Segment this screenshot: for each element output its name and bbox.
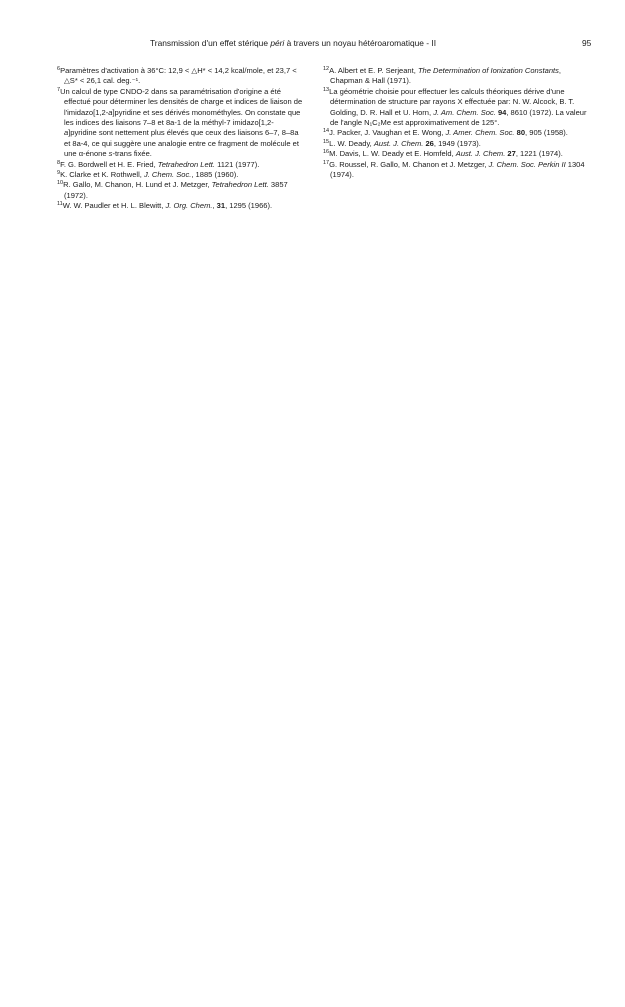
- footnote-13: [323, 87, 589, 129]
- running-title: [150, 38, 436, 48]
- footnote-text: 27: [507, 149, 516, 159]
- footnote-text: 1121 (1977).: [214, 159, 260, 169]
- footnote-8: [57, 160, 305, 170]
- footnote-text: J. Amer. Chem. Soc.: [445, 128, 515, 138]
- footnote-number: 7: [57, 86, 61, 93]
- footnote-number: 9: [57, 170, 61, 177]
- footnote-text: a: [108, 107, 113, 117]
- footnote-text: Aust. J. Chem.: [373, 138, 424, 148]
- footnote-text: 1304 (1974).: [330, 159, 585, 180]
- footnote-text: J. Packer, J. Vaughan et E. Wong,: [329, 128, 446, 138]
- footnote-text: ]pyridine sont nettement plus élevés que ceux des liaisons 6–7, 8–8a et 8a-4, ce qui suggère une analogie entre ce fragment de molécule et une α-énone: [64, 128, 299, 159]
- footnote-6: [57, 66, 305, 87]
- footnote-text: R. Gallo, M. Chanon, H. Lund et J. Metzger,: [63, 180, 212, 190]
- footnote-text: , 1885 (1960).: [191, 170, 239, 180]
- footnote-text: J. Chem. Soc.: [143, 170, 192, 180]
- footnote-17: [323, 160, 589, 181]
- footnote-text: s: [108, 149, 113, 159]
- footnote-text: , 8610 (1972). La valeur de l'angle N₁C₂Me est approximativement de 125°.: [330, 107, 587, 128]
- footnote-text: ,: [212, 201, 217, 211]
- footnote-text: , 1295 (1966).: [225, 201, 273, 211]
- footnote-14: [323, 128, 589, 138]
- footnote-9: [57, 170, 305, 180]
- footnote-number: 8: [57, 159, 61, 166]
- running-title-italic: péri: [270, 38, 285, 48]
- footnote-text: K. Clarke et K. Rothwell,: [60, 170, 144, 180]
- footnote-text: 80: [516, 128, 526, 138]
- footnote-text: , 1949 (1973).: [433, 138, 481, 148]
- footnote-text: , 1221 (1974).: [515, 149, 563, 159]
- footnote-number: 16: [323, 149, 330, 156]
- footnote-number: 13: [323, 86, 330, 93]
- footnote-text: The Determination of Ionization Constants: [417, 66, 559, 75]
- footnote-16: [323, 149, 589, 159]
- footnote-text: J. Am. Chem. Soc.: [433, 107, 496, 117]
- footnote-text: Paramètres d'activation à 36°C: 12,9 < △H* < 14,2 kcal/mole, et 23,7 < △S* < 26,1 cal. deg.⁻¹.: [60, 66, 297, 86]
- footnote-text: 3857 (1972).: [64, 180, 288, 200]
- footnote-text: J. Chem. Soc. Perkin II: [488, 159, 566, 169]
- footnote-15: [323, 139, 589, 149]
- footnote-text: W. W. Paudler et H. L. Blewitt,: [62, 201, 166, 211]
- footnote-text: 94: [497, 107, 507, 117]
- footnote-7: [57, 87, 305, 160]
- footnote-text: Tetrahedron Lett.: [157, 159, 215, 169]
- footnote-text: L. W. Deady,: [329, 138, 374, 148]
- footnote-text: La géométrie choisie pour effectuer les calculs théoriques dérive d'une détermination de structure par rayons X effectuée par: N. W. Alcock, B. T. Golding, D. R. Hall et U. Horn,: [329, 86, 575, 117]
- running-header: [0, 38, 625, 52]
- footnote-text: , Chapman & Hall (1971).: [330, 66, 561, 86]
- footnote-text: F. G. Bordwell et H. E. Fried,: [60, 159, 158, 169]
- footnote-text: , 905 (1958).: [525, 128, 568, 138]
- footnote-text: 31: [216, 201, 226, 211]
- footnotes-left-column: [57, 66, 305, 212]
- footnote-number: 14: [323, 128, 330, 135]
- footnote-number: 17: [323, 159, 330, 166]
- footnote-text: M. Davis, L. W. Deady et E. Homfeld,: [329, 149, 456, 159]
- footnote-text: Aust. J. Chem.: [455, 149, 506, 159]
- footnote-text: G. Roussel, R. Gallo, M. Chanon et J. Metzger,: [329, 159, 489, 169]
- footnote-text: Un calcul de type CNDO-2 dans sa paramétrisation d'origine a été effectué pour déterminer les densités de charge et indices de liaison de l'imidazo[1,2-: [60, 86, 303, 117]
- footnote-10: [57, 180, 305, 201]
- footnote-text: -trans fixée.: [112, 149, 152, 159]
- footnote-text: Tetrahedron Lett.: [211, 180, 269, 190]
- footnote-11: [57, 201, 305, 211]
- footnote-number: 15: [323, 138, 330, 145]
- running-title-start: Transmission d'un effet stérique: [150, 38, 271, 48]
- footnote-text: ]pyridine et ses dérivés monométhyles. On constate que les indices des liaisons 7–8 et 8a-1 de la méthyl-7 imidazo[1,2-: [64, 107, 301, 128]
- running-title-end: à travers un noyau hétéroaromatique - II: [284, 38, 437, 48]
- page-number: 95: [582, 38, 592, 48]
- footnotes-right-column: [323, 66, 589, 180]
- footnote-12: [323, 66, 589, 87]
- footnote-text: A. Albert et E. P. Serjeant,: [329, 66, 418, 75]
- footnote-number: 12: [323, 66, 330, 72]
- footnote-number: 11: [57, 201, 63, 208]
- footnote-text: J. Org. Chem.: [165, 201, 213, 211]
- footnote-text: a: [64, 128, 69, 138]
- footnote-number: 10: [57, 180, 64, 187]
- footnote-number: 6: [57, 66, 61, 72]
- footnote-text: 26: [425, 138, 434, 148]
